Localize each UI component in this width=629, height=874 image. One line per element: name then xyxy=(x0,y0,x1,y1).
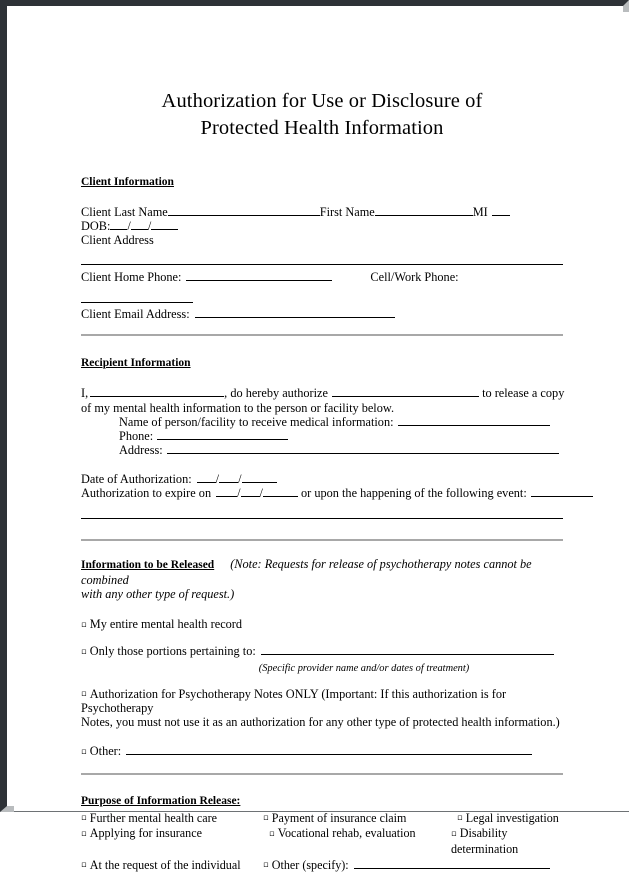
purpose-row-2 xyxy=(81,826,563,857)
client-mi-input[interactable] xyxy=(492,205,510,216)
information-released-heading-row xyxy=(81,557,563,587)
recipient-address-input[interactable] xyxy=(167,444,559,455)
divider-after-recipient-information xyxy=(81,539,563,541)
authorize-continuation-text: of my mental health information to the person or facility below. xyxy=(81,400,395,415)
purpose-option-other-label: Other (specify): xyxy=(271,857,349,872)
client-phone-row xyxy=(81,270,563,284)
purpose-option-legal-investigation[interactable] xyxy=(439,811,563,827)
purpose-option-insurance-payment-label: Payment of insurance claim xyxy=(271,810,407,825)
checkbox-icon-individual-request[interactable]: ▫ xyxy=(81,860,87,871)
client-cell-work-phone-input-row xyxy=(81,292,563,306)
checkbox-icon-portions[interactable]: ▫ xyxy=(81,646,87,657)
auth-date-month-input[interactable] xyxy=(197,472,216,483)
page-title xyxy=(81,88,563,143)
option-entire-record-row[interactable] xyxy=(81,617,563,631)
client-last-name-label: Client Last Name xyxy=(81,204,168,219)
purpose-option-legal-investigation-label: Legal investigation xyxy=(465,810,559,825)
checkbox-icon-disability-determination[interactable]: ▫ xyxy=(451,828,457,839)
purpose-option-insurance-payment[interactable] xyxy=(263,811,439,827)
purpose-option-individual-request[interactable] xyxy=(81,858,263,874)
checkbox-icon-psychotherapy[interactable]: ▫ xyxy=(81,689,87,700)
expire-separator-2: / xyxy=(259,485,263,500)
client-name-row xyxy=(81,205,563,219)
expiration-label: Authorization to expire on xyxy=(81,485,212,500)
client-email-label: Client Email Address: xyxy=(81,307,190,321)
client-mi-label: MI xyxy=(472,204,488,219)
dob-year-input[interactable] xyxy=(151,219,178,230)
purpose-option-further-care-label: Further mental health care xyxy=(89,810,218,825)
divider-after-information-released xyxy=(81,773,563,775)
client-home-phone-input[interactable] xyxy=(186,270,332,281)
client-last-name-input[interactable] xyxy=(168,205,320,216)
option-portions-row[interactable] xyxy=(81,644,563,658)
purpose-option-individual-request-label: At the request of the individual xyxy=(89,857,241,872)
purpose-release-heading-row xyxy=(81,791,563,809)
option-portions-input[interactable] xyxy=(261,645,554,656)
auth-date-separator-2: / xyxy=(238,471,242,486)
recipient-phone-label: Phone: xyxy=(119,429,154,443)
auth-date-day-input[interactable] xyxy=(219,472,238,483)
page-inner xyxy=(14,12,629,872)
option-portions-label: Only those portions pertaining to: xyxy=(89,644,256,659)
title-line-1: Authorization for Use or Disclosure of xyxy=(161,90,483,112)
client-cell-work-phone-label: Cell/Work Phone: xyxy=(370,269,459,284)
option-psychotherapy-label-line-1: Authorization for Psychotherapy Notes ONLY (Important: If this authorization is for Psychotherapy xyxy=(81,686,507,715)
client-email-row xyxy=(81,307,563,321)
expire-year-input[interactable] xyxy=(263,486,298,497)
purpose-option-further-care[interactable] xyxy=(81,811,263,827)
authorized-party-input[interactable] xyxy=(332,387,479,398)
checkbox-icon-entire-record[interactable]: ▫ xyxy=(81,619,87,630)
recipient-information-section xyxy=(81,353,563,522)
purpose-option-vocational-rehab-label: Vocational rehab, evaluation xyxy=(277,826,416,841)
purpose-release-heading: Purpose of Information Release: xyxy=(81,794,241,807)
auth-date-separator-1: / xyxy=(215,471,220,486)
expire-month-input[interactable] xyxy=(216,486,237,497)
purpose-option-other-input[interactable] xyxy=(354,858,550,868)
do-hereby-authorize-text: , do hereby authorize xyxy=(224,386,328,401)
recipient-phone-input[interactable] xyxy=(157,429,288,440)
authorize-statement-row xyxy=(81,386,563,400)
date-of-authorization-row xyxy=(81,472,563,486)
checkbox-icon-insurance-payment[interactable]: ▫ xyxy=(263,813,269,824)
option-other-input[interactable] xyxy=(126,745,532,756)
purpose-option-disability-determination[interactable] xyxy=(445,826,563,857)
expire-separator-1: / xyxy=(237,485,241,500)
purpose-option-applying-insurance[interactable] xyxy=(81,826,263,857)
option-other-row[interactable] xyxy=(81,744,563,758)
portions-caption-row xyxy=(81,660,563,675)
expire-day-input[interactable] xyxy=(241,486,260,497)
document-sheet xyxy=(81,12,565,872)
option-psychotherapy-row-2 xyxy=(81,715,563,729)
client-address-input[interactable] xyxy=(81,255,563,266)
recipient-name-label: Name of person/facility to receive medical information: xyxy=(119,414,394,429)
recipient-name-row xyxy=(81,415,563,429)
dob-day-input[interactable] xyxy=(131,219,148,230)
checkbox-icon-other[interactable]: ▫ xyxy=(81,746,87,757)
dob-separator-2: / xyxy=(147,218,152,233)
portions-caption: (Specific provider name and/or dates of treatment) xyxy=(258,662,470,674)
expiration-row xyxy=(81,486,563,500)
authorize-continuation-row xyxy=(81,401,563,415)
client-address-label: Client Address xyxy=(81,233,154,247)
purpose-option-vocational-rehab[interactable] xyxy=(263,826,445,857)
client-home-phone-label: Client Home Phone: xyxy=(81,269,182,284)
client-cell-work-phone-input[interactable] xyxy=(81,292,193,303)
recipient-name-input[interactable] xyxy=(398,415,550,426)
dob-separator-1: / xyxy=(127,218,131,233)
auth-date-year-input[interactable] xyxy=(242,472,277,483)
client-information-section xyxy=(81,172,563,322)
checkbox-icon-applying-insurance[interactable]: ▫ xyxy=(81,828,87,839)
authorizer-name-input[interactable] xyxy=(90,387,224,398)
expiration-event-input-continued[interactable] xyxy=(81,508,563,519)
client-first-name-input[interactable] xyxy=(375,205,473,216)
client-first-name-label: First Name xyxy=(319,204,375,219)
option-psychotherapy-row[interactable] xyxy=(81,687,563,716)
purpose-release-section xyxy=(81,791,563,874)
checkbox-icon-legal-investigation[interactable]: ▫ xyxy=(457,813,463,824)
information-released-section xyxy=(81,557,563,758)
option-psychotherapy-label-line-2: Notes, you must not use it as an authorization for any other type of protected health information.) xyxy=(81,715,560,730)
client-dob-row xyxy=(81,219,563,233)
expiration-event-text: or upon the happening of the following event: xyxy=(301,485,527,500)
recipient-address-label: Address: xyxy=(119,443,163,458)
purpose-row-3 xyxy=(81,858,563,874)
purpose-row-1 xyxy=(81,811,563,827)
to-release-copy-text: to release a copy xyxy=(482,386,565,401)
information-released-heading: Information to be Released xyxy=(81,559,215,572)
recipient-phone-row xyxy=(81,429,563,443)
information-released-note-row-2 xyxy=(81,587,563,601)
client-dob-label: DOB: xyxy=(81,218,111,233)
checkbox-icon-vocational-rehab[interactable]: ▫ xyxy=(269,828,275,839)
dob-month-input[interactable] xyxy=(110,219,127,230)
divider-after-client-information xyxy=(81,334,563,336)
option-entire-record-label: My entire mental health record xyxy=(89,617,243,632)
client-information-heading: Client Information xyxy=(81,175,174,188)
checkbox-icon-further-care[interactable]: ▫ xyxy=(81,813,87,824)
recipient-information-heading: Recipient Information xyxy=(81,357,191,370)
purpose-option-applying-insurance-label: Applying for insurance xyxy=(89,826,202,841)
purpose-option-other[interactable] xyxy=(263,858,563,874)
i-label: I, xyxy=(81,386,89,401)
psychotherapy-note-line-2: with any other type of request.) xyxy=(81,586,235,601)
expiration-event-continuation-row xyxy=(81,508,563,522)
client-address-input-row xyxy=(81,254,563,268)
option-other-label: Other: xyxy=(89,744,122,759)
checkbox-icon-purpose-other[interactable]: ▫ xyxy=(263,860,269,871)
psychotherapy-note-line-1: (Note: Requests for release of psychotherapy notes cannot be combined xyxy=(81,557,532,587)
date-of-authorization-label: Date of Authorization: xyxy=(81,471,192,486)
recipient-address-row xyxy=(81,443,563,457)
purpose-option-disability-determination-label: Disability determination xyxy=(451,826,519,857)
client-email-input[interactable] xyxy=(195,307,395,318)
client-address-row xyxy=(81,233,563,247)
expiration-event-input[interactable] xyxy=(531,486,593,497)
title-line-2: Protected Health Information xyxy=(200,117,444,140)
